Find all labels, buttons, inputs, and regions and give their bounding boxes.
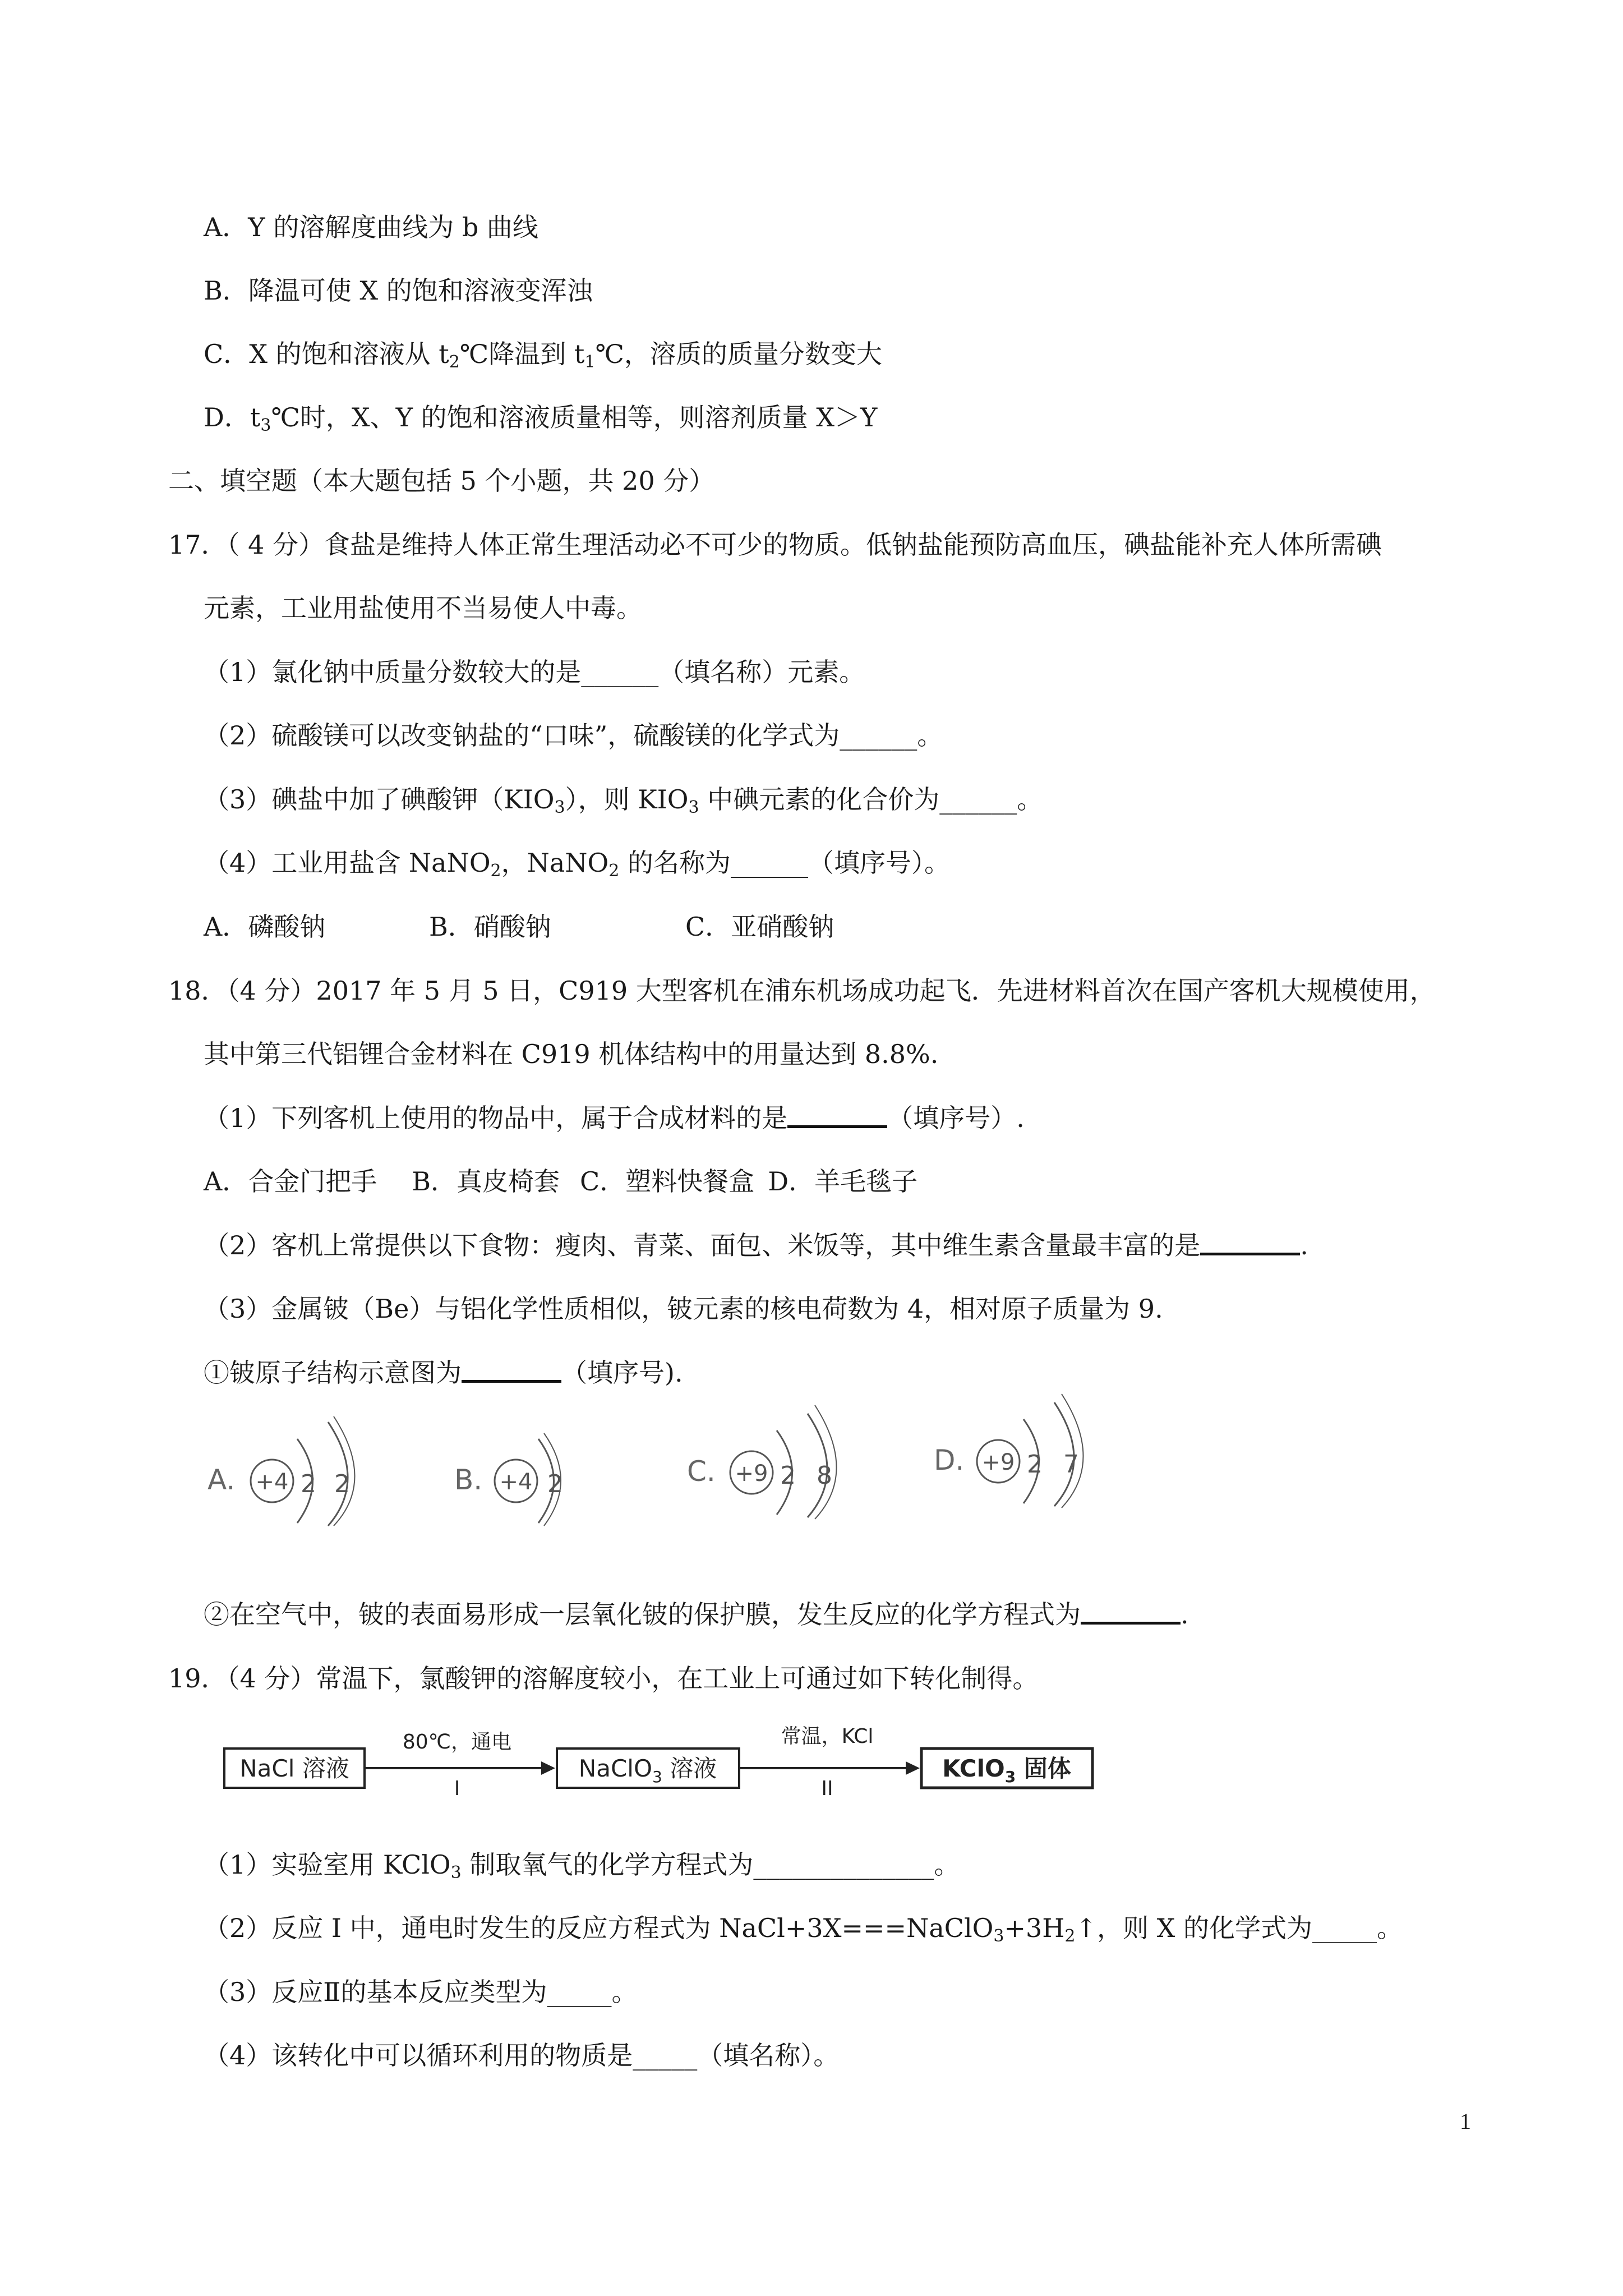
svg-text:2: 2 (547, 1470, 563, 1498)
q16-option-b: B．降温可使 X 的饱和溶液变浑浊 (204, 275, 593, 306)
process-flow-diagram (222, 1714, 1119, 1832)
atom-diagram-c (687, 1397, 866, 1526)
q18-part3-1: ①铍原子结构示意图为 （填序号). (204, 1358, 683, 1388)
q17-option-c: C．亚硝酸钠 (685, 912, 834, 942)
atom-diagram-b (454, 1405, 600, 1535)
q19-stem: 19．（4 分）常温下，氯酸钾的溶解度较小，在工业上可通过如下转化制得。 (168, 1663, 1039, 1694)
svg-text:II: II (821, 1777, 833, 1800)
answer-blank (462, 1360, 561, 1383)
q18-part3: （3）金属铍（Be）与铝化学性质相似，铍元素的核电荷数为 4，相对原子质量为 9. (204, 1294, 1163, 1324)
q18-part3-2: ②在空气中，铍的表面易形成一层氧化铍的保护膜，发生反应的化学方程式为 . (204, 1599, 1189, 1630)
svg-text:+9: +9 (735, 1461, 768, 1487)
svg-text:NaClO3 溶液: NaClO$_3$ 溶液 (578, 1755, 717, 1786)
q17-option-a: A．磷酸钠 (204, 912, 326, 942)
q17-part2: （2）硫酸镁可以改变钠盐的“口味”，硫酸镁的化学式为______。 (204, 720, 943, 751)
q17-stem-line2: 元素，工业用盐使用不当易使人中毒。 (204, 593, 642, 623)
svg-text:B.: B. (454, 1464, 483, 1496)
q17-stem-line1: 17．（ 4 分）食盐是维持人体正常生理活动必不可少的物质。低钠盐能预防高血压，碘盐能补充人体所需碘 (168, 530, 1382, 560)
section-heading: 二、填空题（本大题包括 5 个小题，共 20 分） (168, 466, 715, 496)
svg-text:常温，KCl: 常温，KCl (781, 1725, 874, 1748)
svg-text:2: 2 (334, 1470, 350, 1498)
svg-text:8: 8 (817, 1461, 832, 1490)
atom-diagram-d (934, 1386, 1113, 1515)
q18-stem-line2: 其中第三代铝锂合金材料在 C919 机体结构中的用量达到 8.8%. (204, 1039, 939, 1069)
svg-text:2: 2 (1027, 1450, 1043, 1479)
svg-text:D.: D. (934, 1444, 965, 1476)
q18-part1-options: A．合金门把手 B．真皮椅套 C．塑料快餐盒 D．羊毛毯子 (204, 1166, 918, 1197)
q17-part3: （3）碘盐中加了碘酸钾$(KIO_3)$，则 $KIO_3$ 中碘元素的化合价为______。 (204, 784, 1043, 817)
q19-part2: （2）反应 I 中，通电时发生的反应方程式为 $NaCl+3X===NaClO_3+3H_2↑$，则 X 的化学式为_____。 (204, 1913, 1403, 1946)
svg-text:80℃，通电: 80℃，通电 (402, 1731, 512, 1754)
svg-text:I: I (454, 1777, 460, 1800)
q18-part1: （1）下列客机上使用的物品中，属于合成材料的是 （填序号）. (204, 1103, 1025, 1133)
answer-blank (1081, 1602, 1181, 1625)
answer-blank (1200, 1232, 1300, 1255)
svg-text:C.: C. (687, 1455, 716, 1488)
page-number: 1 (1460, 2109, 1471, 2134)
q17-part4: （4）工业用盐含 NaNO$_2$，NaNO$_2$ 的名称为______（填序号）。 (204, 848, 950, 881)
q17-option-b: B．硝酸钠 (429, 912, 551, 942)
svg-text:2: 2 (780, 1461, 796, 1490)
svg-text:2: 2 (301, 1470, 316, 1498)
svg-text:A.: A. (208, 1464, 236, 1496)
answer-blank (787, 1105, 887, 1128)
atom-diagram-a (208, 1405, 387, 1535)
svg-text:+4: +4 (255, 1469, 289, 1495)
svg-text:KClO3 固体: KClO$_3$ 固体 (942, 1755, 1071, 1786)
q19-part3: （3）反应Ⅱ的基本反应类型为_____。 (204, 1977, 638, 2007)
q19-part1: （1）实验室用 KClO$_3$ 制取氧气的化学方程式为______________。 (204, 1849, 960, 1883)
q16-option-c: C．X 的饱和溶液从 $t_2℃$降温到 $t_1℃$，溶质的质量分数变大 (204, 339, 882, 372)
q16-option-a: A．Y 的溶解度曲线为 b 曲线 (204, 212, 538, 242)
q18-stem-line1: 18．（4 分）2017 年 5 月 5 日，C919 大型客机在浦东机场成功起飞．先进材料首次在国产客机大规模使用， (168, 976, 1436, 1006)
svg-text:7: 7 (1063, 1450, 1079, 1479)
q18-part2: （2）客机上常提供以下食物：瘦肉、青菜、面包、米饭等，其中维生素含量最丰富的是 . (204, 1230, 1308, 1260)
svg-text:NaCl 溶液: NaCl 溶液 (239, 1755, 349, 1782)
q19-part4: （4）该转化中可以循环利用的物质是_____（填名称）。 (204, 2040, 840, 2070)
svg-text:+9: +9 (981, 1450, 1015, 1475)
q17-part1: （1）氯化钠中质量分数较大的是______（填名称）元素。 (204, 657, 865, 687)
q16-option-d: D．$t_3℃$时，X、Y 的饱和溶液质量相等，则溶剂质量 X＞Y (204, 402, 878, 435)
svg-text:+4: +4 (499, 1469, 533, 1495)
